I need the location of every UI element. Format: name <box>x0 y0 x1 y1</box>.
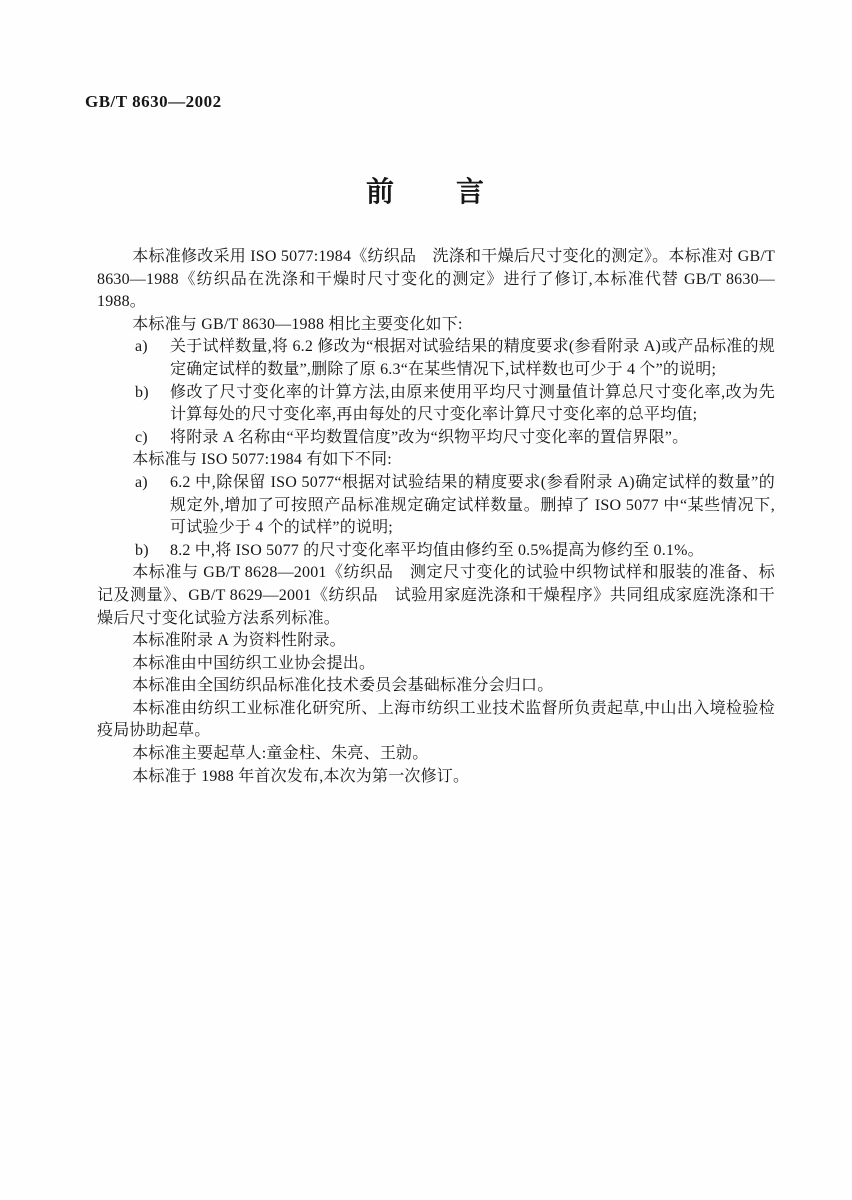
list-item-label: a) <box>135 338 148 356</box>
foreword-paragraph <box>97 562 775 630</box>
foreword-paragraph <box>97 246 775 314</box>
paragraph-text: 本标准于 1988 年首次发布,本次为第一次修订。 <box>132 767 470 785</box>
foreword-list-item <box>97 427 775 450</box>
foreword-paragraph <box>97 698 775 743</box>
paragraph-text: 8.2 中,将 ISO 5077 的尺寸变化率平均值由修约至 0.5%提高为修约至 0.1%。 <box>170 541 704 559</box>
paragraph-text: 修改了尺寸变化率的计算方法,由原来使用平均尺寸测量值计算总尺寸变化率,改为先计算每处的尺寸变化率,再由每处的尺寸变化率计算尺寸变化率的总平均值; <box>170 383 775 424</box>
foreword-body <box>97 246 775 788</box>
paragraph-text: 本标准与 GB/T 8628—2001《纺织品 测定尺寸变化的试验中织物试样和服装的准备、标记及测量》、GB/T 8629—2001《纺织品 试验用家庭洗涤和干燥程序》共同组成家庭洗涤和干燥后尺寸变化试验方法系列标准。 <box>97 564 775 627</box>
standard-number: GB/T 8630—2002 <box>85 92 222 111</box>
paragraph-text: 6.2 中,除保留 ISO 5077“根据对试验结果的精度要求(参看附录 A)确定试样的数量”的规定外,增加了可按照产品标准规定确定试样数量。删掉了 ISO 5077 中“某些情况下,可试验少于 4 个的试样”的说明; <box>170 473 775 537</box>
foreword-paragraph <box>97 743 775 766</box>
foreword-paragraph <box>97 314 775 337</box>
paragraph-text: 本标准由中国纺织工业协会提出。 <box>132 654 376 672</box>
list-item-label: b) <box>135 541 149 559</box>
paragraph-text: 关于试样数量,将 6.2 修改为“根据对试验结果的精度要求(参看附录 A)或产品标准的规定确定试样的数量”,删除了原 6.3“在某些情况下,试样数也可少于 4 个”的说明; <box>170 338 775 378</box>
paragraph-text: 本标准修改采用 ISO 5077:1984《纺织品 洗涤和干燥后尺寸变化的测定》。本标准对 GB/T 8630—1988《纺织品在洗涤和干燥时尺寸变化的测定》进行了修订,本标准代替 GB/T 8630—1988。 <box>97 248 775 311</box>
paragraph-text: 本标准由全国纺织品标准化技术委员会基础标准分会归口。 <box>132 677 554 695</box>
list-item-label: c) <box>135 428 148 446</box>
page-title: 前 言 <box>365 177 486 208</box>
paragraph-text: 本标准与 GB/T 8630—1988 相比主要变化如下: <box>132 315 463 333</box>
foreword-list-item <box>97 382 775 427</box>
paragraph-text: 将附录 A 名称由“平均数置信度”改为“织物平均尺寸变化率的置信界限”。 <box>170 428 689 446</box>
foreword-paragraph <box>97 675 775 698</box>
foreword-list-item <box>97 540 775 563</box>
paragraph-text: 本标准由纺织工业标准化研究所、上海市纺织工业技术监督所负责起草,中山出入境检验检疫局协助起草。 <box>97 699 775 740</box>
list-item-label: b) <box>135 383 149 401</box>
list-item-label: a) <box>135 473 148 491</box>
paragraph-text: 本标准附录 A 为资料性附录。 <box>132 632 346 650</box>
paragraph-text: 本标准与 ISO 5077:1984 有如下不同: <box>132 451 392 469</box>
paragraph-text: 本标准主要起草人:童金柱、朱亮、王勍。 <box>132 745 429 763</box>
foreword-list-item <box>97 336 775 381</box>
foreword-paragraph <box>97 630 775 653</box>
foreword-list-item <box>97 472 775 540</box>
foreword-paragraph <box>97 449 775 472</box>
foreword-paragraph <box>97 766 775 789</box>
foreword-paragraph <box>97 653 775 676</box>
